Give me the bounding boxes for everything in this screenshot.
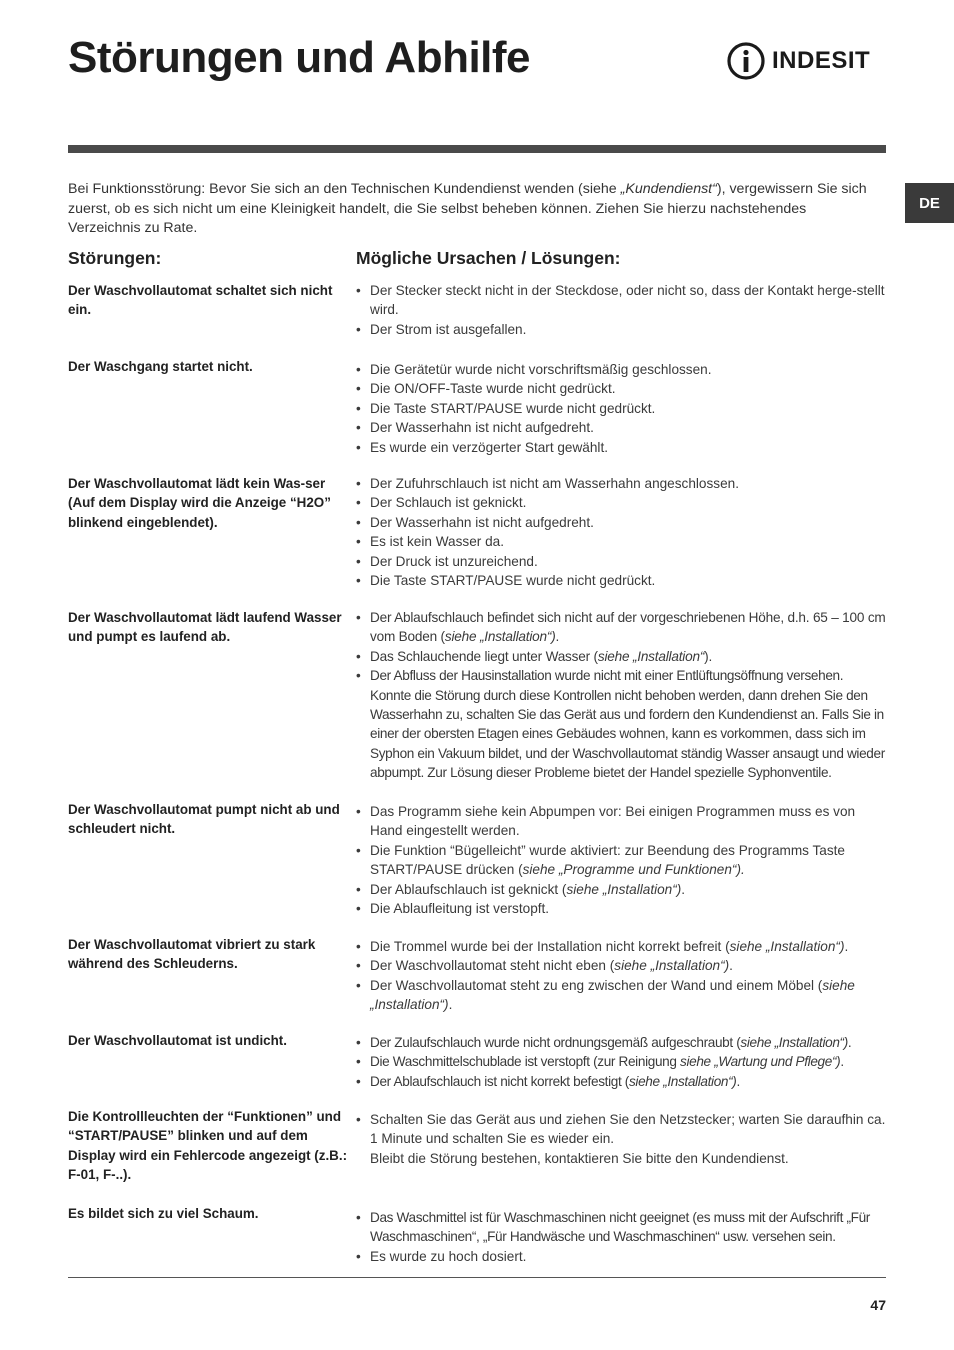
solution-item: • Der Abfluss der Hausinstallation wurde nicht mit einer Entlüftungsöffnung versehen. Konnte die Störung durch diese Kontrollen nicht behoben werden, dann drehen Sie den Wasserhahn zu, schalten Sie das Gerät aus und fordern den Kundendienst an. Falls Sie in einer der obersten Etagen eines Gebäudes wohnen, kann es vorkommen, dass sich im Syphon ein Vakuum bildet, und der Waschvollautomat ständig Wasser ansaugt und wieder abpumpt. Zur Lösung dieser Probleme bietet der Handel spezielle Syphonventile.: [356, 666, 888, 782]
solution-item: • Das Schlauchende liegt unter Wasser (siehe „Installation“).: [356, 647, 888, 666]
solution-item: • Der Ablaufschlauch ist nicht korrekt befestigt (siehe „Installation“).: [356, 1072, 888, 1091]
solution-item: • Der Wasserhahn ist nicht aufgedreht.: [356, 513, 888, 532]
solution-item: • Das Programm siehe kein Abpumpen vor: Bei einigen Programmen muss es von Hand eingestellt werden.: [356, 802, 888, 841]
problems-column-heading: Störungen:: [68, 248, 162, 268]
solution-list: [356, 474, 888, 590]
problem-text: Der Waschvollautomat vibriert zu stark während des Schleuderns.: [68, 937, 316, 972]
solution-item: • Das Waschmittel ist für Waschmaschinen nicht geeignet (es muss mit der Aufschrift „Für Waschmaschinen“, „Für Handwäsche und Waschmaschinen“ usw. versehen sein.: [356, 1208, 888, 1247]
intro-text-before: Bei Funktionsstörung: Bevor Sie sich an den Technischen Kundendienst wenden (siehe: [68, 181, 621, 197]
solution-item: • Die Gerätetür wurde nicht vorschriftsmäßig geschlossen.: [356, 360, 888, 379]
problem-text: Der Waschvollautomat schaltet sich nicht ein.: [68, 283, 333, 318]
solution-item: • Die Taste START/PAUSE wurde nicht gedrückt.: [356, 399, 888, 418]
solution-list: [356, 1033, 888, 1091]
solution-list: [356, 937, 888, 1015]
solution-item: • Der Druck ist unzureichend.: [356, 552, 888, 571]
page-title: Störungen und Abhilfe: [68, 33, 531, 82]
solution-item: • Es wurde ein verzögerter Start gewählt.: [356, 438, 888, 457]
brand-wordmark: INDESIT: [772, 47, 871, 74]
problem-text: Der Waschvollautomat lädt kein Was-ser (Auf dem Display wird die Anzeige “H2O” blinkend eingeblendet).: [68, 476, 331, 530]
footer-rule: [68, 1277, 886, 1278]
solution-item: • Schalten Sie das Gerät aus und ziehen Sie den Netzstecker; warten Sie daraufhin ca. 1 Minute und schalten Sie es wieder ein. Bleibt die Störung bestehen, kontaktieren Sie bitte den Kundendienst.: [356, 1110, 888, 1168]
solution-item: • Der Ablaufschlauch befindet sich nicht auf der vorgeschriebenen Höhe, d.h. 65 – 100 cm vom Boden (siehe „Installation“).: [356, 608, 888, 647]
solution-item: • Die Ablaufleitung ist verstopft.: [356, 899, 888, 918]
problem-text: Der Waschvollautomat pumpt nicht ab und schleudert nicht.: [68, 802, 340, 837]
solution-item: • Die Taste START/PAUSE wurde nicht gedrückt.: [356, 571, 888, 590]
solution-list: [356, 360, 888, 457]
solution-item: • Die Waschmittelschublade ist verstopft (zur Reinigung siehe „Wartung und Pflege“).: [356, 1052, 888, 1071]
solutions-column-heading: Mögliche Ursachen / Lösungen:: [356, 248, 621, 268]
solution-item: • Der Schlauch ist geknickt.: [356, 493, 888, 512]
solution-item: • Der Waschvollautomat steht zu eng zwischen der Wand und einem Möbel (siehe „Installation“).: [356, 976, 888, 1015]
solution-item: • Der Ablaufschlauch ist geknickt (siehe „Installation“).: [356, 880, 888, 899]
solution-item: • Der Zufuhrschlauch ist nicht am Wasserhahn angeschlossen.: [356, 474, 888, 493]
solution-list: [356, 608, 888, 783]
solution-item: • Die ON/OFF-Taste wurde nicht gedrückt.: [356, 379, 888, 398]
solution-list: [356, 1208, 888, 1266]
solution-item: • Die Trommel wurde bei der Installation nicht korrekt befreit (siehe „Installation“).: [356, 937, 888, 956]
solution-item: • Der Zulaufschlauch wurde nicht ordnungsgemäß aufgeschraubt (siehe „Installation“).: [356, 1033, 888, 1052]
solution-item: • Der Stecker steckt nicht in der Steckdose, oder nicht so, dass der Kontakt herge-stellt wird.: [356, 281, 888, 320]
intro-text-after: ), vergewissern Sie sich zuerst, ob es sich nicht um eine Kleinigkeit handelt, die Sie selbst beheben können. Ziehen Sie hierzu nachstehendes Verzeichnis zu Rate.: [68, 181, 867, 236]
intro-paragraph: [68, 180, 878, 239]
problem-text: Der Waschgang startet nicht.: [68, 359, 253, 374]
intro-link-reference: „Kundendienst“: [620, 181, 717, 197]
solution-item: • Es wurde zu hoch dosiert.: [356, 1247, 888, 1266]
problem-text: Die Kontrollleuchten der “Funktionen” und “START/PAUSE” blinken und auf dem Display wird ein Fehlercode angezeigt (z.B.: F-01, F-..).: [68, 1109, 348, 1183]
header-rule: [68, 145, 886, 153]
language-tab: DE: [905, 183, 954, 223]
problem-text: Es bildet sich zu viel Schaum.: [68, 1206, 259, 1221]
page-number: 47: [870, 1297, 886, 1313]
solution-item: • Der Waschvollautomat steht nicht eben (siehe „Installation“).: [356, 956, 888, 975]
solution-item: • Der Wasserhahn ist nicht aufgedreht.: [356, 418, 888, 437]
problem-text: Der Waschvollautomat ist undicht.: [68, 1033, 287, 1048]
problem-text: Der Waschvollautomat lädt laufend Wasser und pumpt es laufend ab.: [68, 610, 342, 645]
solution-list: [356, 281, 888, 339]
solution-item: • Die Funktion “Bügelleicht” wurde aktiviert: zur Beendung des Programms Taste START/PAUSE drücken (siehe „Programme und Funktionen“).: [356, 841, 888, 880]
solution-list: [356, 1110, 888, 1168]
solution-list: [356, 802, 888, 918]
indesit-logo: [726, 40, 870, 82]
indesit-logo-icon: [726, 41, 766, 81]
solution-item: • Der Strom ist ausgefallen.: [356, 320, 888, 339]
solution-item: • Es ist kein Wasser da.: [356, 532, 888, 551]
